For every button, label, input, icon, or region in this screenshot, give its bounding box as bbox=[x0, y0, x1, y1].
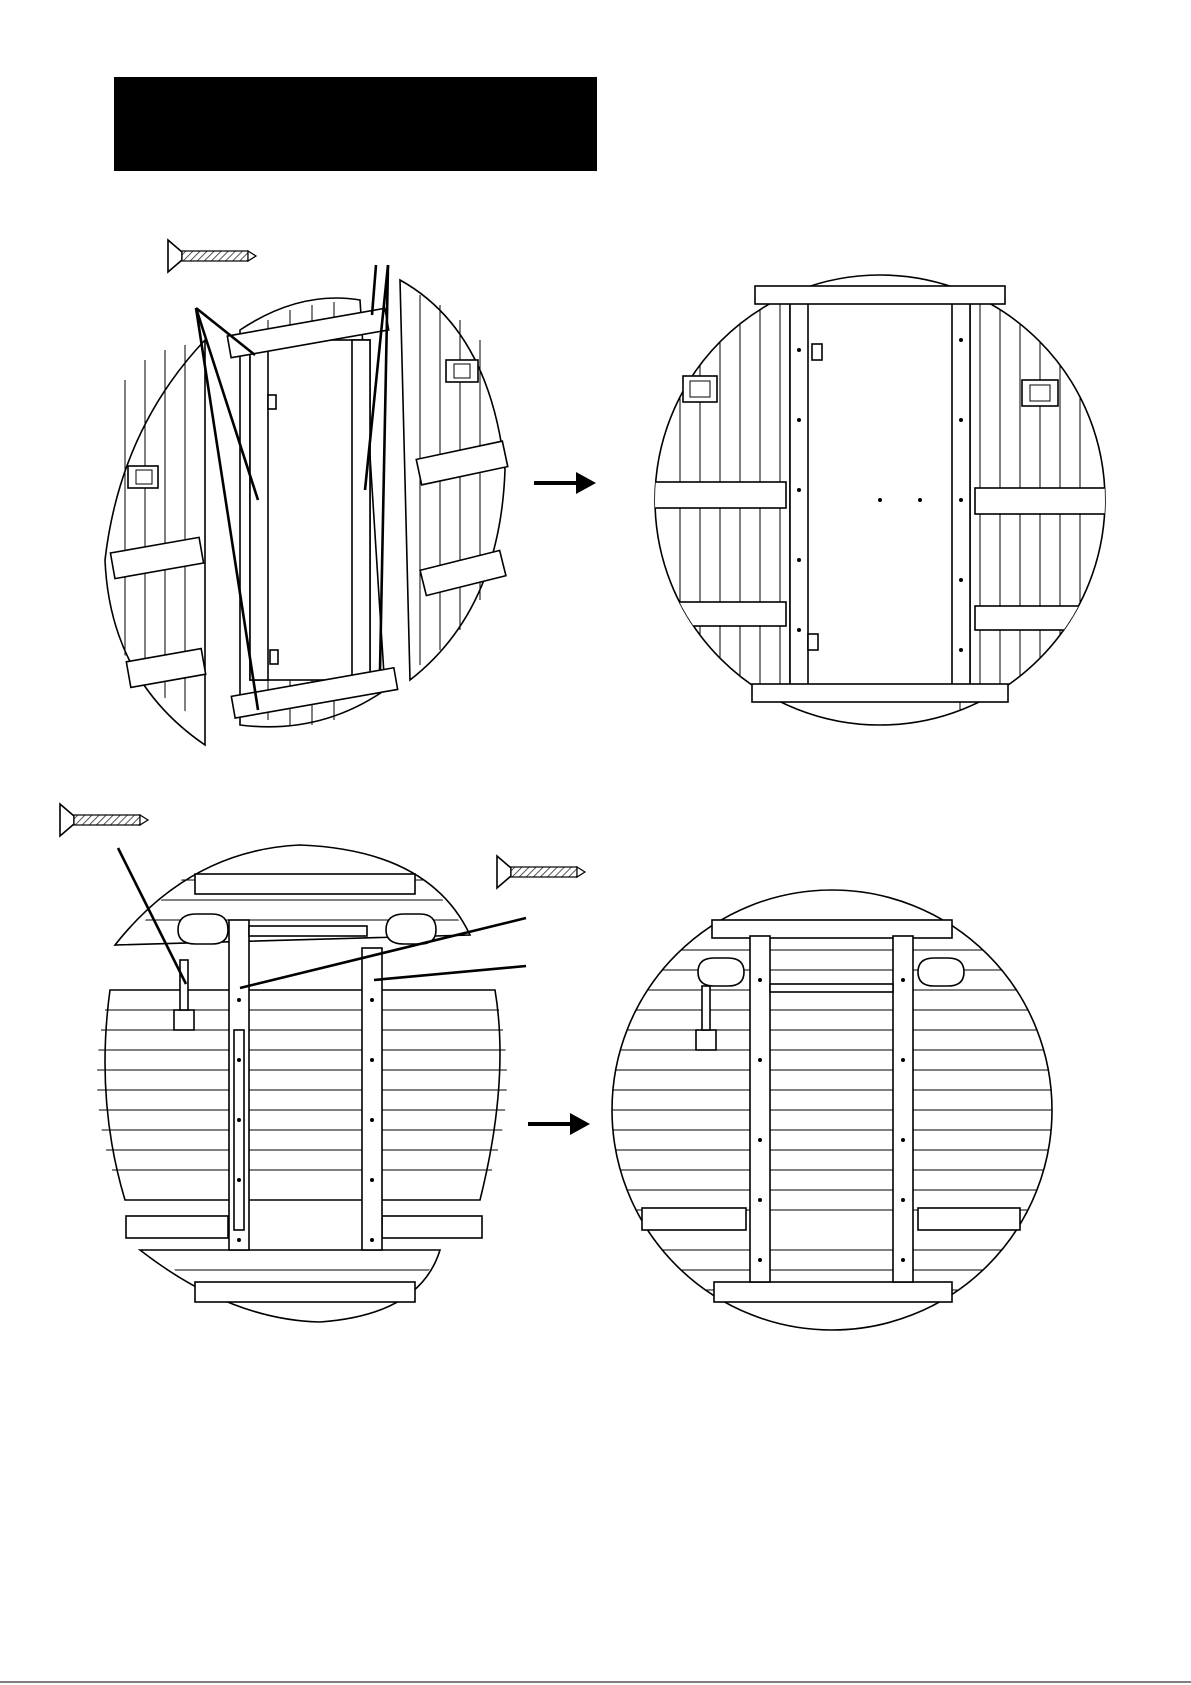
table-half-left bbox=[105, 340, 206, 745]
screw-icon bbox=[497, 856, 585, 888]
assembly-exploded bbox=[105, 265, 508, 745]
table-half-right bbox=[400, 280, 508, 680]
arrow-right-icon bbox=[528, 1113, 590, 1135]
arrow-right-icon bbox=[534, 472, 596, 494]
assembly-result bbox=[650, 275, 1115, 725]
screw-icon bbox=[168, 240, 256, 272]
screw-icon bbox=[60, 804, 148, 836]
assembly-exploded bbox=[90, 845, 526, 1322]
step-1-panel bbox=[105, 240, 1115, 745]
table-center-panel bbox=[227, 298, 397, 727]
step-2-panel bbox=[60, 804, 1060, 1330]
header-bar bbox=[114, 77, 597, 171]
assembly-result bbox=[600, 890, 1060, 1330]
